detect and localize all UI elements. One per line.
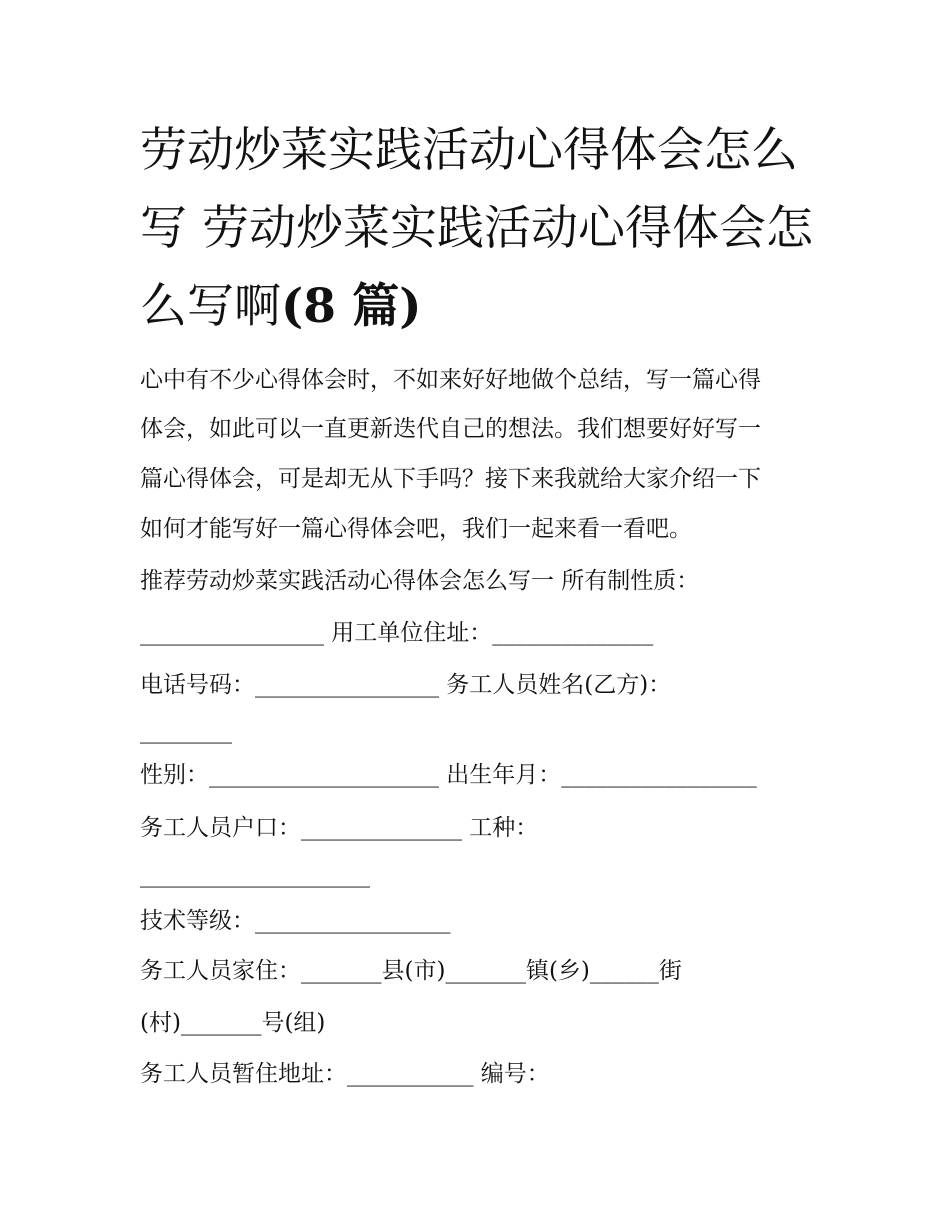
form-line-1: 推荐劳动炒菜实践活动心得体会怎么写一 所有制性质：: [140, 568, 700, 594]
form-line-11: 务工人员暂住地址：___________ 编号：: [140, 1061, 550, 1087]
form-line-7: ____________________: [140, 862, 370, 888]
intro-line-3: 篇心得体会，可是却无从下手吗？接下来我就给大家介绍一下: [140, 466, 761, 492]
title-count: (8 篇): [281, 279, 422, 334]
form-line-10: (村)_______号(组): [140, 1010, 326, 1036]
form-line-2: ________________ 用工单位住址：______________: [140, 620, 654, 646]
intro-line-1: 心中有不少心得体会时，不如来好好地做个总结，写一篇心得: [140, 367, 761, 393]
form-line-6: 务工人员户口：______________ 工种：: [140, 815, 539, 841]
document-title: [140, 112, 820, 346]
form-line-8: 技术等级：_________________: [140, 908, 451, 934]
form-line-5: 性别：____________________ 出生年月：_________________: [140, 762, 757, 788]
intro-line-4: 如何才能写好一篇心得体会吧，我们一起来看一看吧。: [140, 516, 692, 542]
form-line-4: ________: [140, 718, 232, 744]
form-line-9: 务工人员家住：_______县(市)_______镇(乡)______街: [140, 958, 682, 984]
form-line-3: 电话号码：________________ 务工人员姓名(乙方)：: [140, 672, 672, 698]
title-text: 劳动炒菜实践活动心得体会怎么写 劳动炒菜实践活动心得体会怎么写啊: [140, 123, 813, 334]
intro-line-2: 体会，如此可以一直更新迭代自己的想法。我们想要好好写一: [140, 416, 761, 442]
